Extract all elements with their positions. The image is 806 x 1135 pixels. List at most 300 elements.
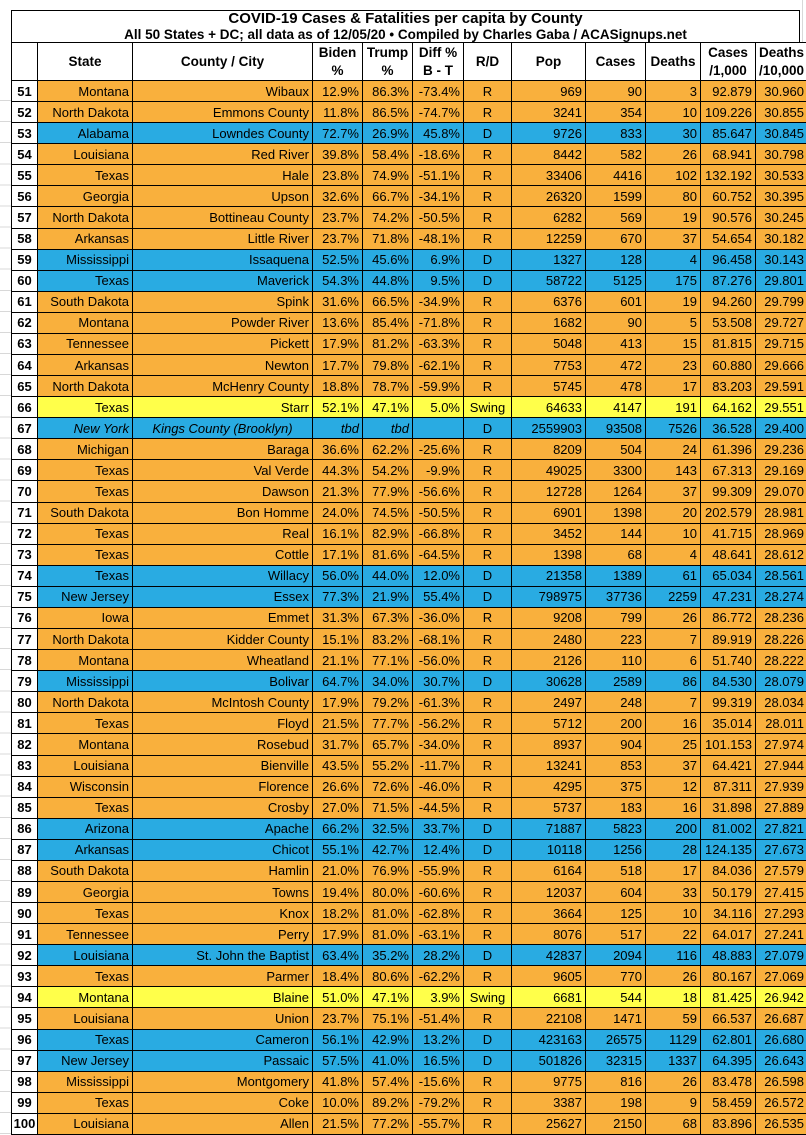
cell-county[interactable]: Bolivar: [133, 671, 313, 692]
cell-deaths[interactable]: 17: [646, 860, 701, 881]
cell-cases[interactable]: 833: [586, 123, 646, 144]
cell-deaths[interactable]: 68: [646, 1113, 701, 1134]
cell-rank[interactable]: 79: [12, 671, 38, 692]
cell-deaths_per_10000[interactable]: 27.673: [756, 839, 806, 860]
cell-cases_per_1000[interactable]: 86.772: [701, 607, 756, 628]
cell-cases[interactable]: 5125: [586, 270, 646, 291]
cell-cases[interactable]: 4416: [586, 165, 646, 186]
col-header-state[interactable]: State: [38, 43, 133, 81]
cell-trump[interactable]: 77.7%: [363, 713, 413, 734]
cell-biden[interactable]: 41.8%: [313, 1071, 363, 1092]
cell-county[interactable]: Emmons County: [133, 102, 313, 123]
cell-cases[interactable]: 200: [586, 713, 646, 734]
cell-rank[interactable]: 72: [12, 523, 38, 544]
cell-cases[interactable]: 1471: [586, 1008, 646, 1029]
cell-county[interactable]: Parmer: [133, 966, 313, 987]
cell-pop[interactable]: 5712: [512, 713, 586, 734]
cell-trump[interactable]: 71.8%: [363, 228, 413, 249]
cell-deaths_per_10000[interactable]: 26.535: [756, 1113, 806, 1134]
cell-diff[interactable]: 28.2%: [413, 945, 464, 966]
cell-county[interactable]: Val Verde: [133, 460, 313, 481]
cell-deaths[interactable]: 6: [646, 650, 701, 671]
cell-trump[interactable]: 77.1%: [363, 650, 413, 671]
cell-deaths_per_10000[interactable]: 29.591: [756, 376, 806, 397]
cell-diff[interactable]: 55.4%: [413, 586, 464, 607]
cell-rd[interactable]: R: [464, 376, 512, 397]
cell-rank[interactable]: 94: [12, 987, 38, 1008]
cell-rank[interactable]: 59: [12, 249, 38, 270]
cell-trump[interactable]: 67.3%: [363, 607, 413, 628]
cell-deaths_per_10000[interactable]: 28.969: [756, 523, 806, 544]
cell-county[interactable]: Emmet: [133, 607, 313, 628]
cell-deaths[interactable]: 24: [646, 439, 701, 460]
cell-cases[interactable]: 478: [586, 376, 646, 397]
cell-biden[interactable]: 55.1%: [313, 839, 363, 860]
cell-rank[interactable]: 99: [12, 1092, 38, 1113]
cell-pop[interactable]: 3241: [512, 102, 586, 123]
cell-diff[interactable]: -51.1%: [413, 165, 464, 186]
cell-rd[interactable]: R: [464, 650, 512, 671]
cell-state[interactable]: Montana: [38, 650, 133, 671]
cell-rd[interactable]: R: [464, 439, 512, 460]
cell-rd[interactable]: D: [464, 270, 512, 291]
cell-biden[interactable]: 31.6%: [313, 291, 363, 312]
cell-trump[interactable]: 55.2%: [363, 755, 413, 776]
cell-trump[interactable]: 77.2%: [363, 1113, 413, 1134]
cell-trump[interactable]: 80.6%: [363, 966, 413, 987]
cell-county[interactable]: Wibaux: [133, 81, 313, 102]
cell-state[interactable]: Louisiana: [38, 755, 133, 776]
cell-rd[interactable]: R: [464, 881, 512, 902]
cell-cases[interactable]: 1389: [586, 565, 646, 586]
cell-diff[interactable]: -50.5%: [413, 207, 464, 228]
cell-biden[interactable]: 39.8%: [313, 144, 363, 165]
cell-diff[interactable]: -56.0%: [413, 650, 464, 671]
cell-deaths_per_10000[interactable]: 27.939: [756, 776, 806, 797]
cell-rank[interactable]: 98: [12, 1071, 38, 1092]
cell-trump[interactable]: 86.5%: [363, 102, 413, 123]
cell-rd[interactable]: R: [464, 1071, 512, 1092]
cell-trump[interactable]: 44.0%: [363, 565, 413, 586]
cell-cases_per_1000[interactable]: 64.395: [701, 1050, 756, 1071]
cell-pop[interactable]: 22108: [512, 1008, 586, 1029]
cell-rd[interactable]: R: [464, 228, 512, 249]
cell-deaths_per_10000[interactable]: 26.643: [756, 1050, 806, 1071]
cell-cases_per_1000[interactable]: 68.941: [701, 144, 756, 165]
cell-rank[interactable]: 54: [12, 144, 38, 165]
cell-cases[interactable]: 601: [586, 291, 646, 312]
cell-trump[interactable]: 71.5%: [363, 797, 413, 818]
cell-cases_per_1000[interactable]: 53.508: [701, 312, 756, 333]
cell-rd[interactable]: R: [464, 713, 512, 734]
cell-biden[interactable]: 23.7%: [313, 207, 363, 228]
cell-cases[interactable]: 354: [586, 102, 646, 123]
cell-rank[interactable]: 57: [12, 207, 38, 228]
cell-rank[interactable]: 70: [12, 481, 38, 502]
cell-deaths[interactable]: 26: [646, 144, 701, 165]
cell-state[interactable]: Texas: [38, 797, 133, 818]
cell-state[interactable]: Texas: [38, 397, 133, 418]
col-header-rank[interactable]: [12, 43, 38, 81]
cell-deaths_per_10000[interactable]: 29.070: [756, 481, 806, 502]
cell-deaths[interactable]: 4: [646, 249, 701, 270]
cell-rank[interactable]: 96: [12, 1029, 38, 1050]
cell-deaths_per_10000[interactable]: 28.011: [756, 713, 806, 734]
cell-cases_per_1000[interactable]: 61.396: [701, 439, 756, 460]
cell-rd[interactable]: D: [464, 249, 512, 270]
cell-biden[interactable]: 21.0%: [313, 860, 363, 881]
cell-county[interactable]: Bienville: [133, 755, 313, 776]
cell-deaths_per_10000[interactable]: 30.245: [756, 207, 806, 228]
cell-rd[interactable]: D: [464, 586, 512, 607]
cell-cases[interactable]: 375: [586, 776, 646, 797]
cell-deaths_per_10000[interactable]: 29.551: [756, 397, 806, 418]
cell-deaths[interactable]: 26: [646, 1071, 701, 1092]
cell-trump[interactable]: 76.9%: [363, 860, 413, 881]
cell-county[interactable]: Real: [133, 523, 313, 544]
cell-biden[interactable]: 66.2%: [313, 818, 363, 839]
cell-rd[interactable]: R: [464, 333, 512, 354]
cell-cases_per_1000[interactable]: 202.579: [701, 502, 756, 523]
cell-biden[interactable]: 10.0%: [313, 1092, 363, 1113]
cell-rank[interactable]: 67: [12, 418, 38, 439]
cell-cases[interactable]: 816: [586, 1071, 646, 1092]
cell-cases[interactable]: 569: [586, 207, 646, 228]
cell-cases_per_1000[interactable]: 48.883: [701, 945, 756, 966]
cell-state[interactable]: North Dakota: [38, 692, 133, 713]
cell-rank[interactable]: 63: [12, 333, 38, 354]
cell-biden[interactable]: 54.3%: [313, 270, 363, 291]
cell-county[interactable]: Crosby: [133, 797, 313, 818]
cell-diff[interactable]: -11.7%: [413, 755, 464, 776]
cell-rank[interactable]: 97: [12, 1050, 38, 1071]
cell-cases[interactable]: 93508: [586, 418, 646, 439]
cell-rd[interactable]: R: [464, 502, 512, 523]
cell-cases[interactable]: 582: [586, 144, 646, 165]
cell-rd[interactable]: R: [464, 81, 512, 102]
cell-cases_per_1000[interactable]: 124.135: [701, 839, 756, 860]
cell-state[interactable]: Montana: [38, 987, 133, 1008]
cell-deaths[interactable]: 2259: [646, 586, 701, 607]
cell-deaths_per_10000[interactable]: 30.182: [756, 228, 806, 249]
cell-cases_per_1000[interactable]: 64.421: [701, 755, 756, 776]
cell-diff[interactable]: -62.8%: [413, 903, 464, 924]
cell-trump[interactable]: tbd: [363, 418, 413, 439]
cell-deaths[interactable]: 7526: [646, 418, 701, 439]
cell-biden[interactable]: 13.6%: [313, 312, 363, 333]
cell-cases_per_1000[interactable]: 62.801: [701, 1029, 756, 1050]
cell-state[interactable]: Tennessee: [38, 924, 133, 945]
cell-cases_per_1000[interactable]: 81.815: [701, 333, 756, 354]
cell-cases[interactable]: 853: [586, 755, 646, 776]
cell-state[interactable]: Louisiana: [38, 144, 133, 165]
cell-diff[interactable]: 30.7%: [413, 671, 464, 692]
cell-cases[interactable]: 3300: [586, 460, 646, 481]
cell-diff[interactable]: -51.4%: [413, 1008, 464, 1029]
cell-rank[interactable]: 64: [12, 355, 38, 376]
cell-pop[interactable]: 798975: [512, 586, 586, 607]
cell-cases_per_1000[interactable]: 60.752: [701, 186, 756, 207]
cell-pop[interactable]: 423163: [512, 1029, 586, 1050]
cell-county[interactable]: Montgomery: [133, 1071, 313, 1092]
cell-state[interactable]: Texas: [38, 523, 133, 544]
cell-rd[interactable]: R: [464, 607, 512, 628]
cell-trump[interactable]: 66.5%: [363, 291, 413, 312]
cell-state[interactable]: Arkansas: [38, 839, 133, 860]
cell-pop[interactable]: 6164: [512, 860, 586, 881]
cell-cases[interactable]: 144: [586, 523, 646, 544]
cell-county[interactable]: Dawson: [133, 481, 313, 502]
cell-rd[interactable]: R: [464, 629, 512, 650]
cell-biden[interactable]: 21.5%: [313, 1113, 363, 1134]
cell-biden[interactable]: tbd: [313, 418, 363, 439]
cell-pop[interactable]: 2480: [512, 629, 586, 650]
cell-trump[interactable]: 42.9%: [363, 1029, 413, 1050]
cell-trump[interactable]: 77.9%: [363, 481, 413, 502]
cell-cases[interactable]: 2094: [586, 945, 646, 966]
cell-cases_per_1000[interactable]: 58.459: [701, 1092, 756, 1113]
cell-county[interactable]: Willacy: [133, 565, 313, 586]
cell-pop[interactable]: 8209: [512, 439, 586, 460]
cell-state[interactable]: Texas: [38, 565, 133, 586]
cell-deaths[interactable]: 19: [646, 291, 701, 312]
cell-county[interactable]: Apache: [133, 818, 313, 839]
cell-deaths_per_10000[interactable]: 27.889: [756, 797, 806, 818]
cell-rd[interactable]: R: [464, 102, 512, 123]
cell-deaths[interactable]: 10: [646, 903, 701, 924]
cell-deaths[interactable]: 12: [646, 776, 701, 797]
cell-deaths[interactable]: 26: [646, 966, 701, 987]
cell-county[interactable]: Pickett: [133, 333, 313, 354]
cell-rank[interactable]: 68: [12, 439, 38, 460]
cell-cases_per_1000[interactable]: 81.425: [701, 987, 756, 1008]
cell-trump[interactable]: 81.0%: [363, 924, 413, 945]
cell-biden[interactable]: 18.4%: [313, 966, 363, 987]
cell-pop[interactable]: 9775: [512, 1071, 586, 1092]
cell-biden[interactable]: 17.1%: [313, 544, 363, 565]
cell-pop[interactable]: 2497: [512, 692, 586, 713]
cell-diff[interactable]: -71.8%: [413, 312, 464, 333]
cell-rd[interactable]: R: [464, 755, 512, 776]
cell-cases[interactable]: 544: [586, 987, 646, 1008]
cell-cases[interactable]: 26575: [586, 1029, 646, 1050]
cell-cases[interactable]: 110: [586, 650, 646, 671]
cell-state[interactable]: Arkansas: [38, 228, 133, 249]
cell-county[interactable]: Bottineau County: [133, 207, 313, 228]
cell-county[interactable]: Allen: [133, 1113, 313, 1134]
cell-trump[interactable]: 34.0%: [363, 671, 413, 692]
cell-diff[interactable]: -46.0%: [413, 776, 464, 797]
cell-rd[interactable]: R: [464, 692, 512, 713]
cell-deaths[interactable]: 3: [646, 81, 701, 102]
cell-state[interactable]: South Dakota: [38, 502, 133, 523]
cell-state[interactable]: Texas: [38, 544, 133, 565]
cell-diff[interactable]: -61.3%: [413, 692, 464, 713]
cell-cases_per_1000[interactable]: 54.654: [701, 228, 756, 249]
cell-trump[interactable]: 58.4%: [363, 144, 413, 165]
cell-pop[interactable]: 4295: [512, 776, 586, 797]
cell-diff[interactable]: -68.1%: [413, 629, 464, 650]
cell-diff[interactable]: -36.0%: [413, 607, 464, 628]
cell-county[interactable]: Floyd: [133, 713, 313, 734]
cell-cases_per_1000[interactable]: 84.036: [701, 860, 756, 881]
cell-county[interactable]: Kings County (Brooklyn): [133, 418, 313, 439]
cell-rank[interactable]: 100: [12, 1113, 38, 1134]
cell-cases_per_1000[interactable]: 35.014: [701, 713, 756, 734]
cell-biden[interactable]: 18.8%: [313, 376, 363, 397]
cell-deaths[interactable]: 19: [646, 207, 701, 228]
cell-cases_per_1000[interactable]: 87.276: [701, 270, 756, 291]
cell-trump[interactable]: 35.2%: [363, 945, 413, 966]
cell-rank[interactable]: 61: [12, 291, 38, 312]
cell-deaths_per_10000[interactable]: 30.845: [756, 123, 806, 144]
col-header-cases-per-1000[interactable]: Cases /1,000: [701, 43, 756, 81]
cell-cases_per_1000[interactable]: 48.641: [701, 544, 756, 565]
cell-cases_per_1000[interactable]: 47.231: [701, 586, 756, 607]
cell-deaths_per_10000[interactable]: 27.415: [756, 881, 806, 902]
cell-county[interactable]: Towns: [133, 881, 313, 902]
cell-trump[interactable]: 21.9%: [363, 586, 413, 607]
cell-rank[interactable]: 65: [12, 376, 38, 397]
cell-diff[interactable]: [413, 418, 464, 439]
cell-county[interactable]: Perry: [133, 924, 313, 945]
cell-rd[interactable]: D: [464, 1050, 512, 1071]
col-header-rd[interactable]: R/D: [464, 43, 512, 81]
cell-state[interactable]: Iowa: [38, 607, 133, 628]
cell-pop[interactable]: 9726: [512, 123, 586, 144]
cell-trump[interactable]: 32.5%: [363, 818, 413, 839]
cell-county[interactable]: Wheatland: [133, 650, 313, 671]
cell-trump[interactable]: 86.3%: [363, 81, 413, 102]
cell-cases_per_1000[interactable]: 67.313: [701, 460, 756, 481]
cell-cases[interactable]: 4147: [586, 397, 646, 418]
cell-county[interactable]: Issaquena: [133, 249, 313, 270]
cell-diff[interactable]: -62.2%: [413, 966, 464, 987]
cell-deaths_per_10000[interactable]: 27.944: [756, 755, 806, 776]
cell-trump[interactable]: 47.1%: [363, 397, 413, 418]
cell-diff[interactable]: 16.5%: [413, 1050, 464, 1071]
cell-deaths_per_10000[interactable]: 29.727: [756, 312, 806, 333]
cell-cases_per_1000[interactable]: 83.896: [701, 1113, 756, 1134]
cell-cases[interactable]: 223: [586, 629, 646, 650]
cell-rd[interactable]: R: [464, 966, 512, 987]
cell-cases_per_1000[interactable]: 83.203: [701, 376, 756, 397]
cell-trump[interactable]: 79.8%: [363, 355, 413, 376]
cell-rd[interactable]: R: [464, 186, 512, 207]
col-header-biden-pct[interactable]: Biden %: [313, 43, 363, 81]
cell-trump[interactable]: 89.2%: [363, 1092, 413, 1113]
cell-county[interactable]: Chicot: [133, 839, 313, 860]
cell-diff[interactable]: -55.9%: [413, 860, 464, 881]
cell-deaths[interactable]: 175: [646, 270, 701, 291]
cell-rd[interactable]: R: [464, 776, 512, 797]
cell-trump[interactable]: 74.5%: [363, 502, 413, 523]
cell-biden[interactable]: 23.7%: [313, 1008, 363, 1029]
cell-cases[interactable]: 518: [586, 860, 646, 881]
cell-state[interactable]: Texas: [38, 460, 133, 481]
cell-diff[interactable]: 3.9%: [413, 987, 464, 1008]
cell-pop[interactable]: 2559903: [512, 418, 586, 439]
cell-deaths[interactable]: 18: [646, 987, 701, 1008]
cell-rank[interactable]: 73: [12, 544, 38, 565]
cell-diff[interactable]: -63.1%: [413, 924, 464, 945]
cell-biden[interactable]: 32.6%: [313, 186, 363, 207]
cell-deaths_per_10000[interactable]: 27.821: [756, 818, 806, 839]
cell-state[interactable]: Montana: [38, 734, 133, 755]
cell-cases_per_1000[interactable]: 34.116: [701, 903, 756, 924]
cell-biden[interactable]: 21.3%: [313, 481, 363, 502]
cell-state[interactable]: Arizona: [38, 818, 133, 839]
col-header-pop[interactable]: Pop: [512, 43, 586, 81]
cell-rank[interactable]: 83: [12, 755, 38, 776]
cell-trump[interactable]: 74.9%: [363, 165, 413, 186]
cell-rank[interactable]: 60: [12, 270, 38, 291]
cell-biden[interactable]: 21.5%: [313, 713, 363, 734]
cell-biden[interactable]: 63.4%: [313, 945, 363, 966]
cell-rd[interactable]: R: [464, 207, 512, 228]
cell-pop[interactable]: 21358: [512, 565, 586, 586]
cell-deaths[interactable]: 59: [646, 1008, 701, 1029]
cell-pop[interactable]: 9605: [512, 966, 586, 987]
cell-rd[interactable]: R: [464, 523, 512, 544]
cell-rank[interactable]: 55: [12, 165, 38, 186]
cell-rd[interactable]: Swing: [464, 397, 512, 418]
cell-biden[interactable]: 18.2%: [313, 903, 363, 924]
cell-deaths[interactable]: 143: [646, 460, 701, 481]
cell-deaths_per_10000[interactable]: 26.942: [756, 987, 806, 1008]
cell-pop[interactable]: 12728: [512, 481, 586, 502]
cell-biden[interactable]: 56.0%: [313, 565, 363, 586]
cell-cases_per_1000[interactable]: 96.458: [701, 249, 756, 270]
cell-rank[interactable]: 75: [12, 586, 38, 607]
cell-county[interactable]: Passaic: [133, 1050, 313, 1071]
cell-state[interactable]: Louisiana: [38, 1113, 133, 1134]
cell-cases_per_1000[interactable]: 94.260: [701, 291, 756, 312]
cell-biden[interactable]: 51.0%: [313, 987, 363, 1008]
cell-pop[interactable]: 3387: [512, 1092, 586, 1113]
cell-cases_per_1000[interactable]: 90.576: [701, 207, 756, 228]
cell-deaths[interactable]: 61: [646, 565, 701, 586]
cell-rd[interactable]: D: [464, 418, 512, 439]
cell-rank[interactable]: 91: [12, 924, 38, 945]
cell-rank[interactable]: 90: [12, 903, 38, 924]
cell-pop[interactable]: 6681: [512, 987, 586, 1008]
cell-biden[interactable]: 11.8%: [313, 102, 363, 123]
cell-deaths_per_10000[interactable]: 27.241: [756, 924, 806, 945]
cell-cases[interactable]: 1256: [586, 839, 646, 860]
cell-cases_per_1000[interactable]: 81.002: [701, 818, 756, 839]
cell-state[interactable]: Mississippi: [38, 249, 133, 270]
cell-deaths_per_10000[interactable]: 30.798: [756, 144, 806, 165]
cell-deaths[interactable]: 9: [646, 1092, 701, 1113]
cell-state[interactable]: Texas: [38, 1092, 133, 1113]
cell-deaths[interactable]: 10: [646, 523, 701, 544]
cell-rank[interactable]: 58: [12, 228, 38, 249]
cell-cases[interactable]: 90: [586, 312, 646, 333]
cell-cases_per_1000[interactable]: 85.647: [701, 123, 756, 144]
cell-state[interactable]: Alabama: [38, 123, 133, 144]
cell-pop[interactable]: 12259: [512, 228, 586, 249]
cell-pop[interactable]: 12037: [512, 881, 586, 902]
cell-deaths_per_10000[interactable]: 28.981: [756, 502, 806, 523]
cell-cases[interactable]: 5823: [586, 818, 646, 839]
cell-pop[interactable]: 6901: [512, 502, 586, 523]
cell-pop[interactable]: 58722: [512, 270, 586, 291]
cell-deaths[interactable]: 200: [646, 818, 701, 839]
cell-county[interactable]: Essex: [133, 586, 313, 607]
cell-trump[interactable]: 75.1%: [363, 1008, 413, 1029]
col-header-deaths[interactable]: Deaths: [646, 43, 701, 81]
